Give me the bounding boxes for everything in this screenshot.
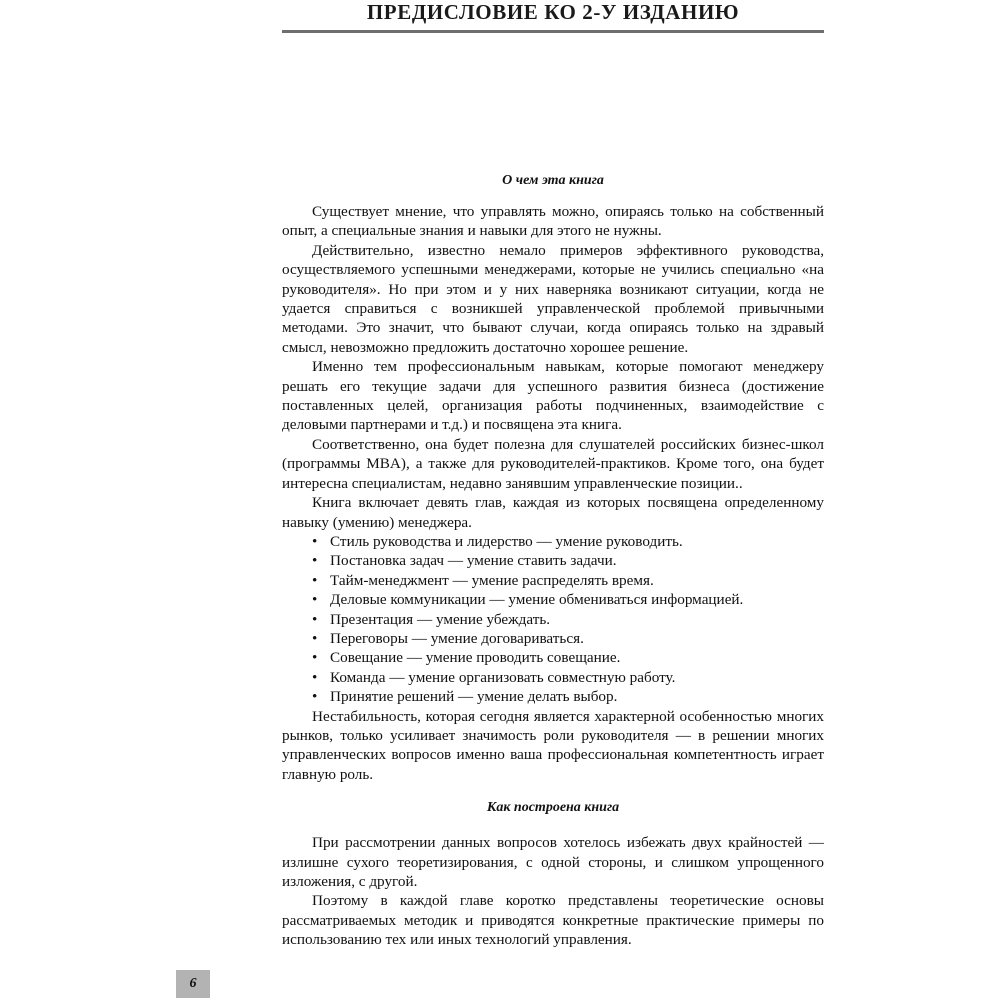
page-number: 6 [176, 970, 210, 998]
bullet-icon: • [312, 688, 318, 706]
section-heading-about: О чем эта книга [502, 173, 604, 188]
list-item-text: Тайм-менеджмент — умение распределять время. [330, 571, 654, 589]
list-item-text: Принятие решений — умение делать выбор. [330, 688, 618, 706]
paragraph: Именно тем профессиональным навыкам, которые помогают менеджеру решать его текущие задачи для успешного развития бизнеса (достижение поставленных целей, организация работы подчиненных, взаимодействие с деловыми партнерами и т.д.) и посвящена эта книга. [282, 358, 824, 434]
paragraph: Соответственно, она будет полезна для слушателей российских бизнес-школ (программы MBA), а также для руководителей-практиков. Кроме того, она будет интересна специалистам, недавно занявшим управленческие позиции.. [282, 435, 824, 492]
list-item [312, 590, 824, 609]
paragraph: При рассмотрении данных вопросов хотелось избежать двух крайностей — излишне сухого теоретизирования, с одной стороны, и слишком упрощенного изложения, с другой. [282, 834, 824, 890]
skills-list [282, 532, 824, 707]
list-item [312, 687, 824, 706]
paragraph: Поэтому в каждой главе коротко представлены теоретические основы рассматриваемых методик и приводятся конкретные практические примеры по использованию тех или иных технологий управления. [282, 892, 824, 949]
bullet-icon: • [312, 629, 318, 647]
list-item [312, 532, 824, 551]
title-rule [282, 30, 824, 33]
list-item [312, 668, 824, 687]
list-item [312, 629, 824, 648]
list-item-text: Деловые коммуникации — умение обмениваться информацией. [330, 591, 744, 609]
list-item-text: Презентация — умение убеждать. [330, 610, 551, 628]
list-item-text: Совещание — умение проводить совещание. [330, 649, 621, 667]
bullet-icon: • [312, 668, 318, 686]
page-content [282, 171, 824, 950]
chapter-title: ПРЕДИСЛОВИЕ КО 2-У ИЗДАНИЮ [366, 0, 740, 24]
list-item [312, 551, 824, 570]
list-item [312, 610, 824, 629]
list-item-text: Стиль руководства и лидерство — умение руководить. [330, 532, 683, 550]
bullet-icon: • [312, 552, 318, 570]
bullet-icon: • [312, 571, 318, 589]
list-item-text: Постановка задач — умение ставить задачи. [330, 552, 617, 570]
list-item [312, 648, 824, 667]
bullet-icon: • [312, 591, 318, 609]
section-heading-structure: Как построена книга [486, 800, 620, 816]
bullet-icon: • [312, 532, 318, 550]
list-item-text: Переговоры — умение договариваться. [330, 629, 584, 647]
bullet-icon: • [312, 649, 318, 667]
list-item-text: Команда — умение организовать совместную работу. [330, 668, 676, 686]
list-item [312, 571, 824, 590]
bullet-icon: • [312, 610, 318, 628]
paragraph: Книга включает девять глав, каждая из которых посвящена определенному навыку (умению) менеджера. [282, 494, 824, 531]
paragraph: Существует мнение, что управлять можно, опираясь только на собственный опыт, а специальные знания и навыки для этого не нужны. [282, 203, 824, 240]
paragraph: Нестабильность, которая сегодня является характерной особенностью многих рынков, только усиливает значимость роли руководителя — в решении многих управленческих вопросов именно ваша профессиональная компетентность играет главную роль. [282, 707, 824, 783]
paragraph: Действительно, известно немало примеров эффективного руководства, осуществляемого успешными менеджерами, которые не учились специально «на руководителя». Но при этом и у них наверняка возникают ситуации, когда не удается справиться с возникшей управленческой проблемой привычными методами. Это значит, что бывают случаи, когда опираясь только на здравый смысл, невозможно предложить достаточно хорошее решение. [282, 241, 824, 356]
